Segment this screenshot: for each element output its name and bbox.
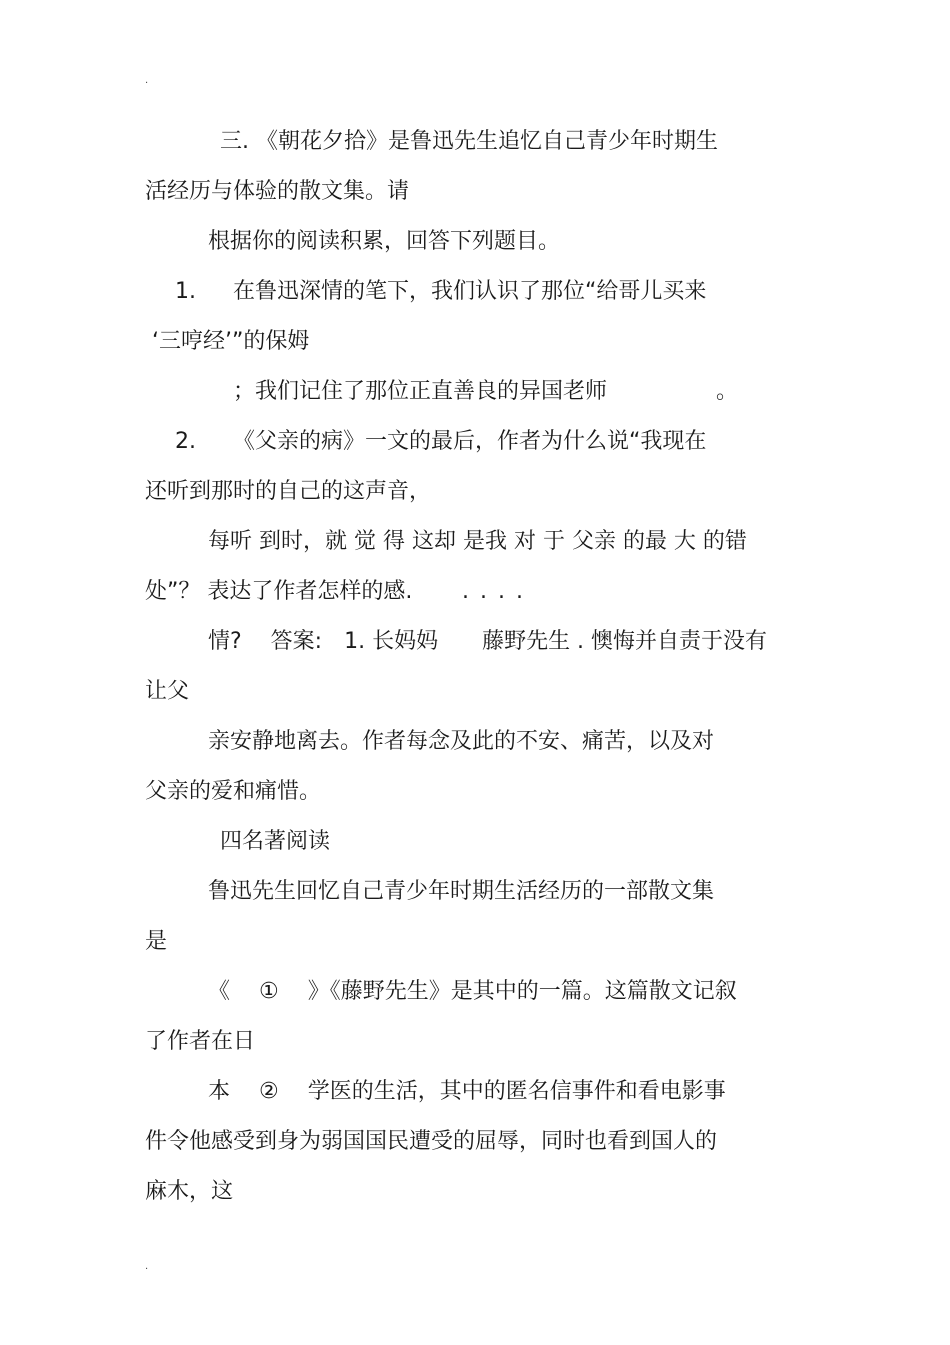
text-line: 在鲁迅深情的笔下，我们认识了那位“给哥儿买来 [233, 279, 707, 304]
text-line: 父亲的爱和痛惜。 [145, 779, 322, 804]
text-line: 《父亲的病》一文的最后，作者为什么说“我现在 [233, 429, 707, 454]
text-line: 《 ① 》《藤野先生》是其中的一篇。这篇散文记叙 [208, 979, 737, 1004]
page-marker-bottom: . [145, 1261, 149, 1272]
text-line: 让父 [145, 679, 190, 704]
ellipsis-dots: . . . . [462, 579, 525, 604]
text-line: 亲安静地离去。作者每念及此的不安、痛苦，以及对 [208, 729, 715, 754]
text-line: 是 [145, 929, 168, 954]
question-number: 1. [175, 279, 196, 304]
text-line: 处”？ 表达了作者怎样的感. [145, 579, 413, 604]
text-line: 根据你的阅读积累，回答下列题目。 [208, 229, 561, 254]
text-line: ‘三哼经’”的保姆 [152, 329, 310, 354]
question-number: 2. [175, 429, 196, 454]
text-line: 了作者在日 [145, 1029, 256, 1054]
section-three-heading: 三. 《朝花夕拾》是鲁迅先生追忆自己青少年时期生 [220, 129, 718, 154]
text-line: 活经历与体验的散文集。请 [145, 179, 410, 204]
text-line: 还听到那时的自己的这声音， [145, 479, 432, 504]
text-line: 每听 到时，就 觉 得 这却 是我 对 于 父亲 的最 大 的错 [208, 529, 747, 554]
text-line: ；我们记住了那位正直善良的异国老师 [233, 379, 608, 404]
text-line: 鲁迅先生回忆自己青少年时期生活经历的一部散文集 [208, 879, 715, 904]
page-marker-top: . [145, 75, 149, 86]
section-four-heading: 四名著阅读 [220, 829, 331, 854]
text-line: 本 ② 学医的生活，其中的匿名信事件和看电影事 [208, 1079, 726, 1104]
text-line: 件令他感受到身为弱国国民遭受的屈辱，同时也看到国人的 [145, 1129, 718, 1154]
answer-line: 情? 答案: 1. 长妈妈 藤野先生 . 懊悔并自责于没有 [208, 629, 768, 654]
text-line: 麻木，这 [145, 1179, 234, 1204]
text-line: 。 [716, 379, 739, 404]
